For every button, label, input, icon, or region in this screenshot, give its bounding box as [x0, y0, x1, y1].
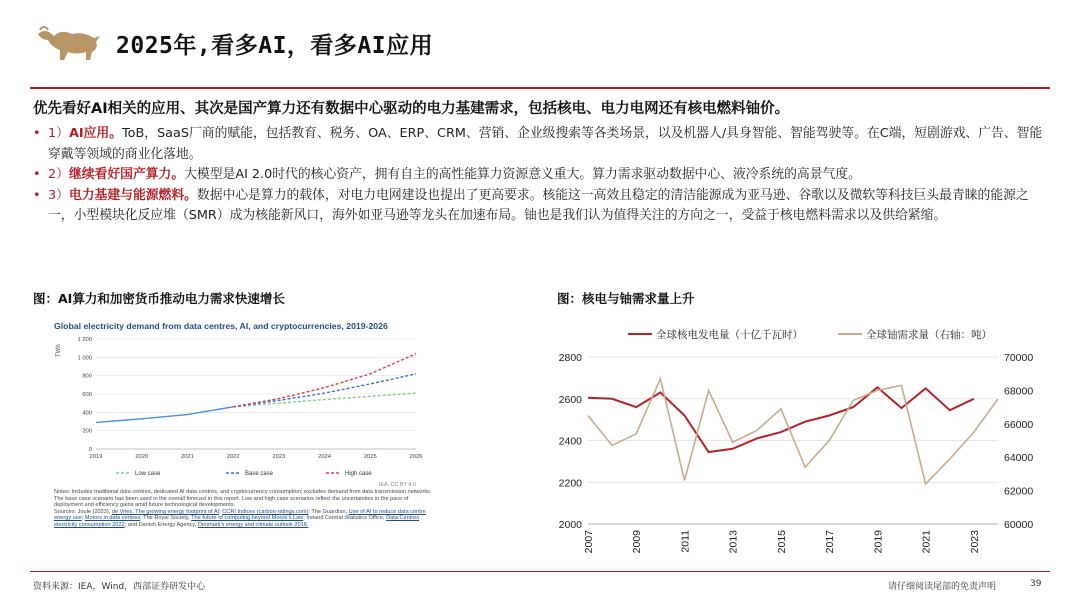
x-tick-label: 2015 — [775, 530, 788, 554]
iea-legend-label: Low case — [135, 471, 161, 477]
iea-source-link[interactable]: Use of AI to reduce data centre energy use — [54, 508, 426, 522]
x-tick-label: 2011 — [679, 530, 692, 553]
iea-y-tick-label: 800 — [82, 373, 92, 380]
footer-source: 资料来源：IEA，Wind，西部证券研发中心 — [33, 582, 206, 592]
right-y-tick-label: 66000 — [1004, 418, 1034, 431]
iea-source-tag: IEA. CC BY 4.0 — [378, 482, 416, 488]
left-y-tick-label: 2400 — [558, 435, 582, 448]
iea-sources-sep: ; Ireland Central Statistics Office, — [303, 515, 387, 522]
iea-legend-label: Base case — [245, 471, 274, 477]
iea-sources-label: Sources: Joule (2023), — [54, 508, 112, 515]
bull-logo-icon — [34, 20, 102, 64]
page-number: 39 — [1030, 579, 1042, 589]
page-title: 2025年,看多AI，看多AI应用 — [116, 33, 434, 59]
iea-x-tick-label: 2022 — [226, 454, 240, 460]
iea-notes — [54, 489, 438, 529]
iea-source-link[interactable]: Data Centres electricity consumption 2022 — [54, 515, 420, 528]
x-tick-label: 2009 — [631, 530, 644, 554]
iea-series-line — [233, 393, 416, 407]
iea-y-tick-label: 1 000 — [77, 355, 92, 362]
point-keyword: 电力基建与能源燃料。 — [68, 187, 197, 203]
right-y-tick-label: 60000 — [1004, 519, 1034, 531]
footer-divider — [30, 571, 1050, 572]
iea-y-tick-label: 1 200 — [77, 337, 92, 343]
iea-sources-sep: ; — [81, 515, 85, 522]
right-y-tick-label: 64000 — [1004, 452, 1034, 465]
iea-chart-title: Global electricity demand from data centres, AI, and cryptocurrencies, 2019-2026 — [54, 321, 388, 331]
x-tick-label: 2007 — [583, 530, 595, 554]
iea-x-tick-label: 2020 — [135, 454, 149, 460]
iea-x-tick-label: 2021 — [180, 454, 194, 460]
iea-x-tick-label: 2023 — [272, 454, 286, 460]
x-tick-label: 2023 — [968, 530, 981, 554]
x-tick-label: 2017 — [824, 530, 837, 554]
iea-sources-sep: ; The Royal Society, — [140, 515, 192, 522]
point-number: 3） — [48, 187, 69, 203]
right-y-tick-label: 62000 — [1004, 485, 1034, 498]
iea-x-tick-label: 2024 — [318, 454, 332, 460]
iea-chart-panel — [48, 313, 440, 549]
iea-notes-text: Notes: Includes traditional data centres, dedicated AI data centres, and cryptocurrency consumption; excludes demand from data transmission networks. The base case scenario has been used in the overall forecast in this report. Low and high case scenarios reflect the uncertainties in the pace of deployment and efficiency gains amid future technological developments. — [54, 489, 432, 509]
iea-x-tick-label: 2019 — [89, 454, 103, 460]
left-y-tick-label: 2200 — [558, 477, 582, 490]
left-y-tick-label: 2000 — [558, 519, 582, 531]
point-keyword: AI应用。 — [68, 126, 123, 141]
iea-source-link[interactable]: CCRI Indices (carbon-ratings.com) — [222, 508, 309, 515]
key-points-list — [33, 124, 1053, 227]
point-number: 2） — [48, 167, 69, 182]
iea-sources-sep: ; — [219, 508, 223, 515]
iea-source-link[interactable]: Denmark's energy and climate outlook 2018. — [197, 521, 309, 528]
iea-x-tick-label: 2026 — [409, 454, 423, 460]
point-text: ToB，SaaS厂商的赋能，包括教育、税务、OA、ERP、CRM、营销、企业级搜索等各类场景，以及机器人/具身智能、智能驾驶等。在C端，短剧游戏、广告、智能穿戴等领域的商业化落地。 — [48, 126, 1043, 162]
nuclear-uranium-chart — [548, 315, 1058, 567]
iea-y-tick-label: 400 — [82, 410, 92, 417]
point-domestic-compute — [33, 165, 1053, 186]
title-divider — [30, 87, 1050, 89]
uranium-demand-line — [588, 379, 998, 484]
x-tick-label: 2019 — [872, 530, 885, 554]
iea-source-link[interactable]: Motors in data centres — [84, 515, 141, 522]
bullet-icon: • — [33, 167, 41, 182]
footer-disclaimer[interactable]: 请仔细阅读尾部的免责声明 — [888, 582, 997, 592]
lead-summary: 优先看好AI相关的应用、其次是国产算力还有数据中心驱动的电力基建需求，包括核电、电力电网还有核电燃料铀价。 — [33, 101, 790, 117]
iea-sources-sep: ; The Guardian, — [308, 508, 349, 515]
right-y-tick-label: 68000 — [1004, 385, 1034, 398]
right-y-tick-label: 70000 — [1004, 352, 1034, 364]
point-text: 数据中心是算力的载体，对电力电网建设也提出了更高要求。核能这一高效且稳定的清洁能源成为亚马逊、谷歌以及微软等科技巨头最青睐的能源之一，小型模块化反应堆（SMR）成为核能新风口，海外如亚马逊等龙头在加速布局。铀也是我们认为值得关注的方向之一，受益于核电燃料需求以及供给紧缩。 — [48, 187, 1029, 223]
point-text: 大模型是AI 2.0时代的核心资产，拥有自主的高性能算力资源意义重大。算力需求驱动数据中心、液冷系统的高景气度。 — [184, 167, 861, 182]
iea-line-chart — [48, 331, 440, 489]
figure-caption-left: 图：AI算力和加密货币推动电力需求快速增长 — [33, 291, 285, 306]
iea-x-tick-label: 2025 — [363, 454, 377, 460]
iea-series-line — [96, 407, 233, 423]
iea-y-tick-label: 600 — [82, 392, 92, 398]
iea-source-link[interactable]: de Vries, The growing energy footprint of AI — [111, 508, 220, 515]
bullet-icon: • — [33, 187, 41, 203]
iea-y-axis-label: TWh — [56, 344, 62, 357]
iea-legend-label: High case — [345, 471, 372, 477]
point-ai-applications — [33, 124, 1053, 165]
figure-caption-right: 图：核电与铀需求量上升 — [557, 291, 695, 306]
iea-y-tick-label: 200 — [82, 428, 92, 435]
legend-label: 全球核电发电量（十亿千瓦时） — [656, 329, 803, 341]
legend-label: 全球铀需求量（右轴：吨） — [866, 329, 992, 341]
bullet-icon: • — [33, 126, 41, 141]
left-y-tick-label: 2800 — [558, 352, 582, 364]
point-keyword: 继续看好国产算力。 — [68, 167, 185, 182]
iea-source-link[interactable]: The future of computing beyond Moore's Law — [191, 515, 304, 522]
left-y-tick-label: 2600 — [558, 393, 582, 406]
point-power-energy — [33, 186, 1053, 227]
x-tick-label: 2013 — [727, 530, 740, 554]
iea-y-tick-label: 0 — [88, 447, 92, 453]
point-number: 1） — [48, 126, 69, 141]
x-tick-label: 2021 — [920, 530, 933, 554]
iea-sources-sep: ; and Danish Energy Agency, — [124, 521, 198, 528]
